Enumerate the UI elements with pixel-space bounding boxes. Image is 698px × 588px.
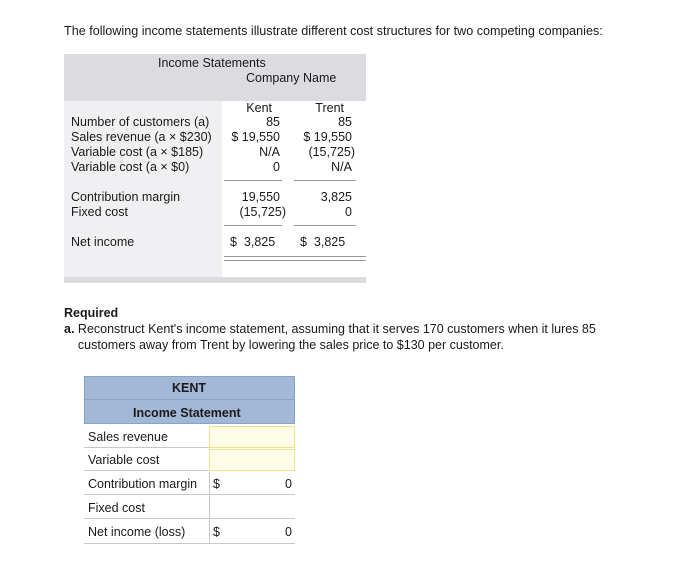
fixed-cost-label: Fixed cost xyxy=(88,501,145,515)
form-bottom-rule xyxy=(84,543,295,544)
requirement-a-text: Reconstruct Kent's income statement, assuming that it serves 170 customers when it lures 85 customers away from Trent by lowering the sales price to $130 per customer. xyxy=(77,322,596,352)
kent-net-rule xyxy=(224,225,282,226)
variable-cost-input[interactable] xyxy=(209,449,295,471)
contribution-margin-dollar: $ xyxy=(213,477,220,491)
sales-revenue-input[interactable] xyxy=(209,426,295,448)
kent-form-title: KENT xyxy=(172,381,207,395)
fixed-cost-cell[interactable] xyxy=(209,496,295,518)
intro-text: The following income statements illustrate different cost structures for two competing companies: xyxy=(64,24,603,38)
company-name-header: Company Name xyxy=(246,71,337,85)
row-contribution-margin-label: Contribution margin xyxy=(71,190,181,204)
contribution-margin-value: 0 xyxy=(285,477,292,491)
net-double-rule-bottom xyxy=(224,260,366,261)
kent-net-income: $ 3,825 xyxy=(230,235,276,249)
requirement-a xyxy=(64,321,664,353)
row-sales-label: Sales revenue (a × $230) xyxy=(71,130,212,144)
kent-contribution-margin: 19,550 xyxy=(241,190,280,204)
row-variable185-label: Variable cost (a × $185) xyxy=(71,145,204,159)
trent-sales: $ 19,550 xyxy=(303,130,352,144)
trent-variable0: N/A xyxy=(331,160,352,174)
net-income-value: 0 xyxy=(285,525,292,539)
net-income-dollar: $ xyxy=(213,525,220,539)
net-double-rule-top xyxy=(224,256,366,257)
statements-title: Income Statements xyxy=(158,56,266,70)
row-net-income-label: Net income xyxy=(71,235,135,249)
trent-customers: 85 xyxy=(338,115,352,129)
trent-contribution-margin: 3,825 xyxy=(320,190,352,204)
kent-customers: 85 xyxy=(266,115,280,129)
kent-variable0: 0 xyxy=(273,160,280,174)
sales-revenue-label: Sales revenue xyxy=(88,430,168,444)
trent-subtotal-rule xyxy=(294,180,356,181)
net-income-label: Net income (loss) xyxy=(88,525,186,539)
trent-net-rule xyxy=(294,225,356,226)
kent-sales: $ 19,550 xyxy=(231,130,280,144)
row-fixed-cost-label: Fixed cost xyxy=(71,205,128,219)
variable-cost-label: Variable cost xyxy=(88,453,160,467)
row-customers-label: Number of customers (a) xyxy=(71,115,210,129)
required-heading: Required xyxy=(64,306,119,320)
requirement-a-label: a. xyxy=(64,322,75,336)
contribution-margin-label: Contribution margin xyxy=(88,477,198,491)
trent-variable185: (15,725) xyxy=(308,145,355,159)
kent-form-subtitle: Income Statement xyxy=(133,406,241,420)
trent-net-income: $ 3,825 xyxy=(300,235,346,249)
row-variable0-label: Variable cost (a × $0) xyxy=(71,160,190,174)
trent-fixed-cost: 0 xyxy=(345,205,352,219)
kent-variable185: N/A xyxy=(259,145,280,159)
kent-subtotal-rule xyxy=(224,180,282,181)
column-trent-header: Trent xyxy=(315,101,344,115)
column-kent-header: Kent xyxy=(246,101,272,115)
kent-fixed-cost: (15,725) xyxy=(239,205,286,219)
statements-footer-bar xyxy=(64,277,366,283)
